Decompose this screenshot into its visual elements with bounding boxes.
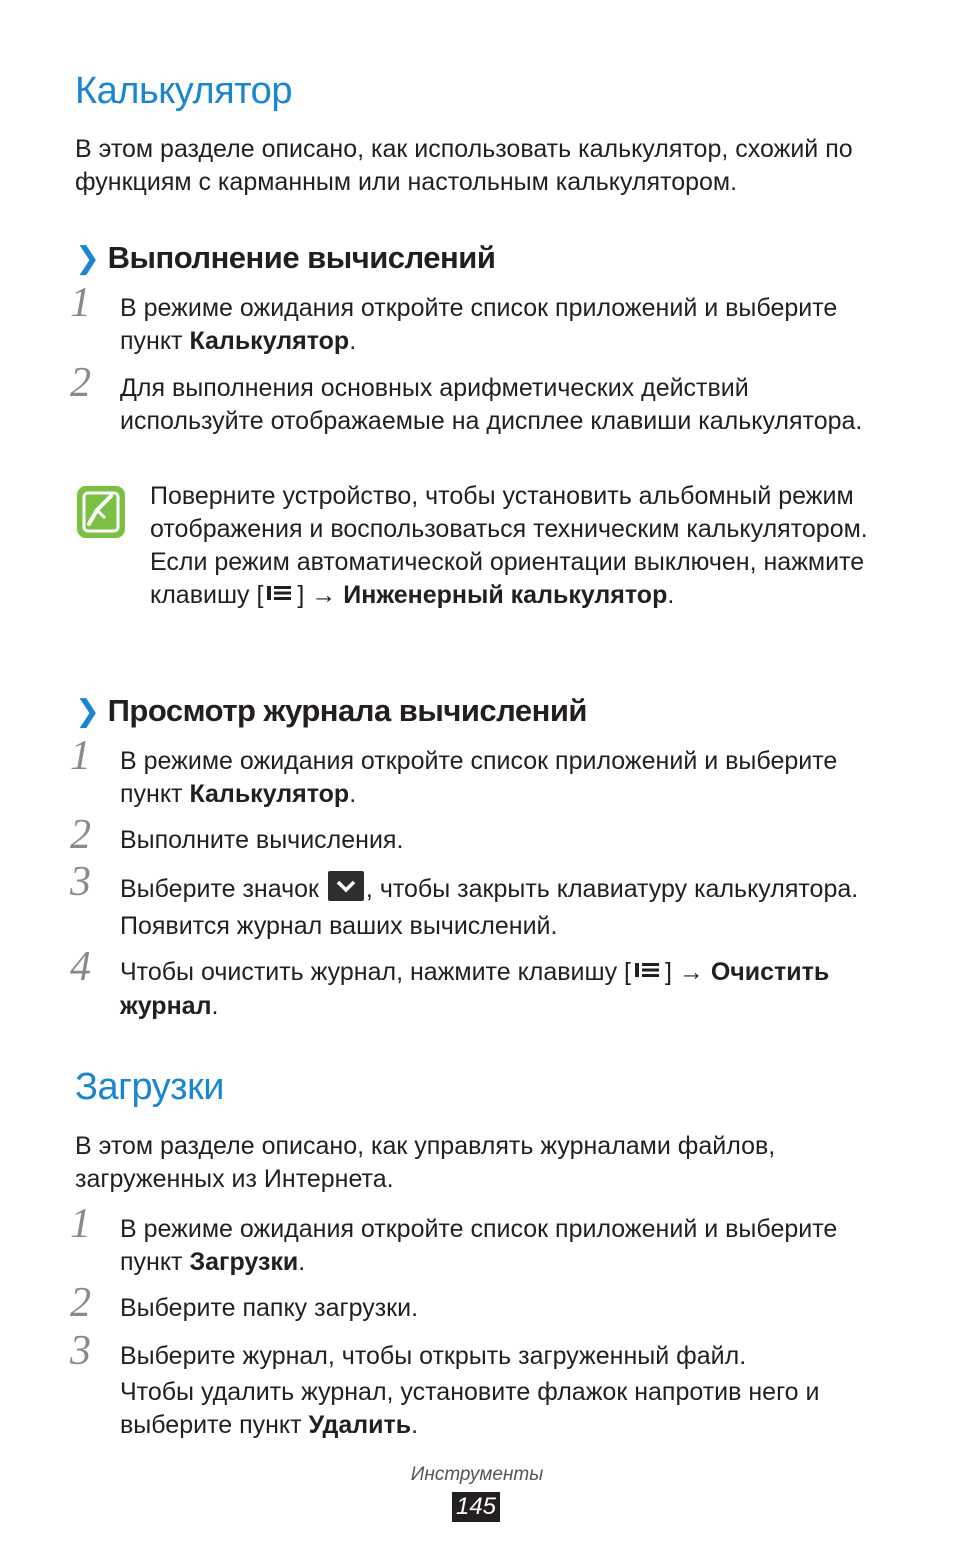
chevron-down-icon (328, 871, 364, 901)
chevron-right-icon: ❯ (75, 694, 100, 728)
downloads-intro: В этом разделе описано, как управлять журналами файлов, загруженных из Интернета. (75, 1132, 776, 1193)
subheading-calculations (75, 240, 495, 276)
step-text-main: Выберите журнал, чтобы открыть загруженный файл. (120, 1342, 747, 1370)
subheading-history (75, 693, 587, 729)
step-number: 1 (70, 280, 91, 326)
step-text (120, 1340, 890, 1442)
step-text: Выполните вычисления. (120, 826, 404, 854)
step-text-after: , чтобы закрыть клавиатуру калькулятора. (365, 875, 859, 903)
note-icon (75, 484, 127, 540)
step-text (120, 956, 890, 1023)
step-text-bold: Калькулятор (189, 780, 350, 808)
step-text-end: . (298, 1248, 306, 1276)
section-title-downloads: Загрузки (75, 1066, 224, 1108)
subheading-label: Просмотр журнала вычислений (107, 693, 587, 728)
note-arrow: ] → (297, 581, 344, 609)
step-text-second: Чтобы удалить журнал, установите флажок напротив него и выберите пункт (120, 1378, 820, 1439)
step-text-bold: Загрузки (189, 1248, 299, 1276)
step-number: 4 (70, 944, 91, 990)
step-number: 3 (70, 859, 91, 905)
chevron-right-icon: ❯ (75, 241, 100, 275)
step-text (120, 1213, 890, 1279)
menu-key-icon (633, 957, 663, 990)
step-text-bold: Очистить журнал (120, 958, 830, 1020)
step-text: Выберите папку загрузки. (120, 1294, 419, 1322)
step-text (120, 871, 890, 945)
step-number: 3 (70, 1328, 91, 1374)
step-number: 2 (70, 1280, 91, 1326)
calculator-intro: В этом разделе описано, как использовать калькулятор, схожий по функциям с карманным или настольным калькулятором. (75, 135, 853, 196)
note-end: . (667, 581, 675, 609)
step-arrow: ] → (664, 958, 711, 986)
step-text-bold: Калькулятор (189, 327, 350, 355)
step-text (120, 745, 890, 811)
step-text-bold: Удалить (308, 1411, 412, 1439)
step-text-end: . (349, 780, 357, 808)
note-bold: Инженерный калькулятор (343, 581, 668, 609)
step-text-main: В режиме ожидания откройте список приложений и выберите пункт (120, 747, 838, 808)
step-text-main: Выберите значок (120, 875, 326, 903)
step-number: 1 (70, 733, 91, 779)
page-number: 145 (452, 1492, 500, 1522)
step-text-second: Появится журнал ваших вычислений. (120, 912, 558, 940)
step-text (120, 292, 890, 358)
step-number: 2 (70, 360, 91, 406)
subheading-label: Выполнение вычислений (107, 240, 496, 275)
step-number: 1 (70, 1201, 91, 1247)
step-text-end: . (349, 327, 357, 355)
step-text: Для выполнения основных арифметических действий используйте отображаемые на дисплее клавиши калькулятора. (120, 374, 863, 435)
menu-key-icon (265, 580, 295, 613)
step-text-end: . (411, 1411, 419, 1439)
note-text-main: Поверните устройство, чтобы установить альбомный режим отображения и воспользоваться техническим калькулятором. Если режим автоматической ориентации выключен, нажмите клавишу [ (150, 482, 868, 609)
note-text (150, 480, 870, 613)
step-text-main: В режиме ожидания откройте список приложений и выберите пункт (120, 1215, 838, 1276)
step-text-main: В режиме ожидания откройте список приложений и выберите пункт (120, 294, 838, 355)
step-text-end: . (211, 991, 219, 1020)
step-text-main: Чтобы очистить журнал, нажмите клавишу [ (120, 958, 631, 986)
footer-section-label: Инструменты (410, 1464, 544, 1485)
section-title-calculator: Калькулятор (75, 70, 292, 112)
step-number: 2 (70, 812, 91, 858)
